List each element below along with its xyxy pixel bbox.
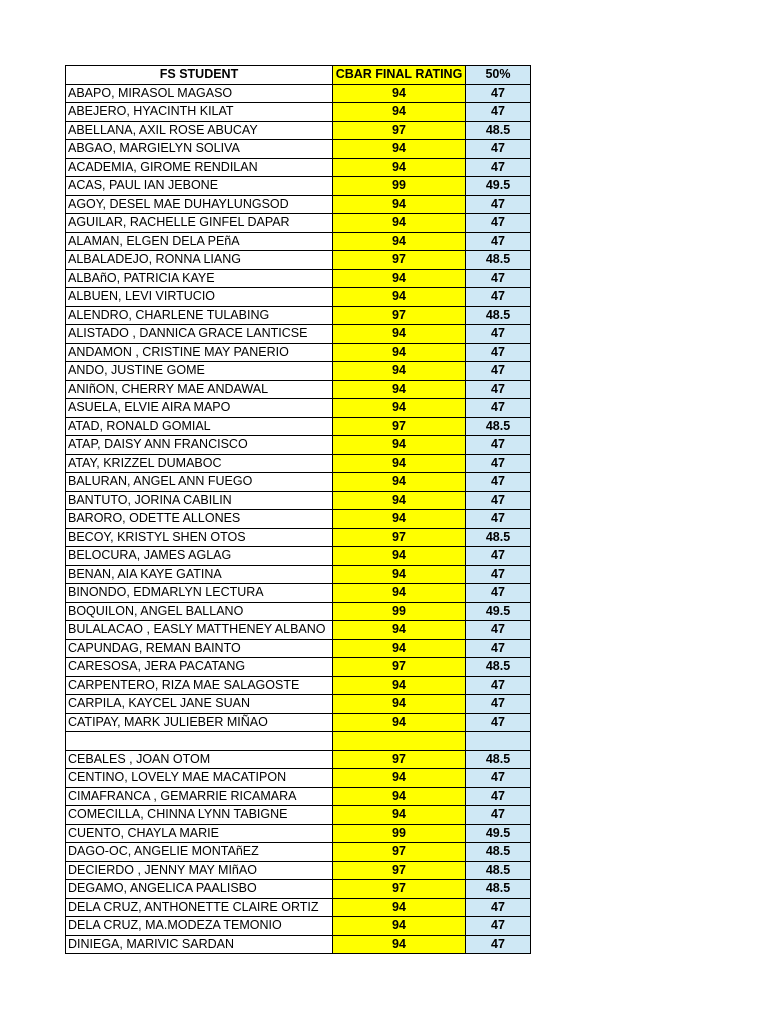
student-name-cell: ALAMAN, ELGEN DELA PEñA	[66, 232, 333, 251]
final-rating-cell: 97	[333, 306, 466, 325]
fifty-percent-cell: 47	[466, 621, 531, 640]
student-name-cell: CUENTO, CHAYLA MARIE	[66, 824, 333, 843]
student-name-cell: AGOY, DESEL MAE DUHAYLUNGSOD	[66, 195, 333, 214]
final-rating-cell: 94	[333, 491, 466, 510]
student-name-cell: CAPUNDAG, REMAN BAINTO	[66, 639, 333, 658]
fifty-percent-cell: 47	[466, 436, 531, 455]
table-row	[66, 140, 531, 159]
fifty-percent-cell: 47	[466, 140, 531, 159]
fifty-percent-cell: 47	[466, 713, 531, 732]
table-row	[66, 510, 531, 529]
student-name-cell: ABEJERO, HYACINTH KILAT	[66, 103, 333, 122]
final-rating-cell: 99	[333, 177, 466, 196]
fifty-percent-cell: 47	[466, 325, 531, 344]
student-name-cell: ALENDRO, CHARLENE TULABING	[66, 306, 333, 325]
student-name-cell: ABGAO, MARGIELYN SOLIVA	[66, 140, 333, 159]
fifty-percent-cell: 47	[466, 214, 531, 233]
table-row	[66, 584, 531, 603]
final-rating-cell: 94	[333, 547, 466, 566]
grades-table	[65, 65, 531, 954]
fifty-percent-cell: 48.5	[466, 528, 531, 547]
student-name-cell: ANDAMON , CRISTINE MAY PANERIO	[66, 343, 333, 362]
final-rating-cell: 94	[333, 454, 466, 473]
table-row	[66, 251, 531, 270]
final-rating-cell: 94	[333, 399, 466, 418]
final-rating-cell: 94	[333, 898, 466, 917]
fifty-percent-cell: 47	[466, 103, 531, 122]
final-rating-cell: 97	[333, 121, 466, 140]
fifty-percent-cell: 49.5	[466, 824, 531, 843]
student-name-cell: ASUELA, ELVIE AIRA MAPO	[66, 399, 333, 418]
student-name-cell: ANDO, JUSTINE GOME	[66, 362, 333, 381]
fifty-percent-cell: 47	[466, 676, 531, 695]
final-rating-cell: 97	[333, 843, 466, 862]
fifty-percent-cell: 47	[466, 473, 531, 492]
final-rating-cell: 94	[333, 269, 466, 288]
table-row	[66, 658, 531, 677]
table-row	[66, 528, 531, 547]
table-row	[66, 399, 531, 418]
fifty-percent-cell: 49.5	[466, 177, 531, 196]
table-row	[66, 639, 531, 658]
fifty-percent-cell: 47	[466, 806, 531, 825]
student-name-cell: ABELLANA, AXIL ROSE ABUCAY	[66, 121, 333, 140]
table-row	[66, 861, 531, 880]
final-rating-cell: 97	[333, 251, 466, 270]
fifty-percent-cell: 48.5	[466, 843, 531, 862]
fifty-percent-cell: 48.5	[466, 417, 531, 436]
header-fs-student: FS STUDENT	[66, 66, 333, 85]
table-row	[66, 621, 531, 640]
table-row	[66, 177, 531, 196]
table-row	[66, 306, 531, 325]
fifty-percent-cell: 48.5	[466, 306, 531, 325]
student-name-cell: CARPENTERO, RIZA MAE SALAGOSTE	[66, 676, 333, 695]
student-name-cell: DAGO-OC, ANGELIE MONTAñEZ	[66, 843, 333, 862]
student-name-cell: DECIERDO , JENNY MAY MIñAO	[66, 861, 333, 880]
student-name-cell: ACADEMIA, GIROME RENDILAN	[66, 158, 333, 177]
student-name-cell	[66, 732, 333, 751]
final-rating-cell: 94	[333, 713, 466, 732]
table-row	[66, 695, 531, 714]
fifty-percent-cell: 47	[466, 232, 531, 251]
final-rating-cell: 97	[333, 750, 466, 769]
table-row	[66, 473, 531, 492]
final-rating-cell: 97	[333, 528, 466, 547]
table-row	[66, 103, 531, 122]
fifty-percent-cell: 48.5	[466, 750, 531, 769]
final-rating-cell: 94	[333, 84, 466, 103]
student-name-cell: ATAY, KRIZZEL DUMABOC	[66, 454, 333, 473]
table-row	[66, 325, 531, 344]
table-row	[66, 121, 531, 140]
final-rating-cell: 94	[333, 806, 466, 825]
student-name-cell: DELA CRUZ, MA.MODEZA TEMONIO	[66, 917, 333, 936]
table-row	[66, 935, 531, 954]
student-name-cell: CARESOSA, JERA PACATANG	[66, 658, 333, 677]
final-rating-cell: 99	[333, 824, 466, 843]
table-body	[66, 84, 531, 954]
student-name-cell: BARORO, ODETTE ALLONES	[66, 510, 333, 529]
final-rating-cell: 94	[333, 232, 466, 251]
table-row	[66, 787, 531, 806]
fifty-percent-cell: 47	[466, 269, 531, 288]
student-name-cell: ACAS, PAUL IAN JEBONE	[66, 177, 333, 196]
table-row	[66, 380, 531, 399]
fifty-percent-cell: 47	[466, 343, 531, 362]
final-rating-cell: 97	[333, 658, 466, 677]
student-name-cell: CATIPAY, MARK JULIEBER MIÑAO	[66, 713, 333, 732]
final-rating-cell: 94	[333, 380, 466, 399]
table-row	[66, 676, 531, 695]
final-rating-cell: 94	[333, 510, 466, 529]
header-row	[66, 66, 531, 85]
table-row	[66, 806, 531, 825]
fifty-percent-cell: 47	[466, 454, 531, 473]
fifty-percent-cell: 47	[466, 158, 531, 177]
header-fifty-percent: 50%	[466, 66, 531, 85]
header-cbar-final-rating: CBAR FINAL RATING	[333, 66, 466, 85]
student-name-cell: ABAPO, MIRASOL MAGASO	[66, 84, 333, 103]
table-row	[66, 454, 531, 473]
table-row	[66, 713, 531, 732]
student-name-cell: CEBALES , JOAN OTOM	[66, 750, 333, 769]
final-rating-cell: 94	[333, 436, 466, 455]
student-name-cell: ALISTADO , DANNICA GRACE LANTICSE	[66, 325, 333, 344]
fifty-percent-cell: 47	[466, 362, 531, 381]
fifty-percent-cell: 48.5	[466, 861, 531, 880]
student-name-cell: BALURAN, ANGEL ANN FUEGO	[66, 473, 333, 492]
table-row	[66, 917, 531, 936]
final-rating-cell: 94	[333, 584, 466, 603]
fifty-percent-cell: 47	[466, 565, 531, 584]
table-row	[66, 769, 531, 788]
fifty-percent-cell: 47	[466, 639, 531, 658]
student-name-cell: DEGAMO, ANGELICA PAALISBO	[66, 880, 333, 899]
table-row	[66, 750, 531, 769]
student-name-cell: BECOY, KRISTYL SHEN OTOS	[66, 528, 333, 547]
student-name-cell: CARPILA, KAYCEL JANE SUAN	[66, 695, 333, 714]
table-row	[66, 84, 531, 103]
final-rating-cell: 97	[333, 880, 466, 899]
final-rating-cell: 94	[333, 695, 466, 714]
student-name-cell: ATAD, RONALD GOMIAL	[66, 417, 333, 436]
fifty-percent-cell: 48.5	[466, 880, 531, 899]
final-rating-cell: 97	[333, 417, 466, 436]
final-rating-cell: 94	[333, 288, 466, 307]
final-rating-cell: 94	[333, 195, 466, 214]
student-name-cell: CIMAFRANCA , GEMARRIE RICAMARA	[66, 787, 333, 806]
student-name-cell: AGUILAR, RACHELLE GINFEL DAPAR	[66, 214, 333, 233]
final-rating-cell: 94	[333, 769, 466, 788]
fifty-percent-cell: 47	[466, 399, 531, 418]
fifty-percent-cell: 48.5	[466, 658, 531, 677]
final-rating-cell: 94	[333, 676, 466, 695]
student-name-cell: ALBALADEJO, RONNA LIANG	[66, 251, 333, 270]
table-row	[66, 343, 531, 362]
final-rating-cell: 94	[333, 917, 466, 936]
fifty-percent-cell: 47	[466, 898, 531, 917]
final-rating-cell: 94	[333, 621, 466, 640]
table-row	[66, 362, 531, 381]
student-name-cell: BENAN, AIA KAYE GATINA	[66, 565, 333, 584]
table-row	[66, 417, 531, 436]
final-rating-cell: 94	[333, 325, 466, 344]
student-name-cell: COMECILLA, CHINNA LYNN TABIGNE	[66, 806, 333, 825]
student-name-cell: ALBAñO, PATRICIA KAYE	[66, 269, 333, 288]
student-name-cell: ATAP, DAISY ANN FRANCISCO	[66, 436, 333, 455]
final-rating-cell: 94	[333, 362, 466, 381]
table-row	[66, 436, 531, 455]
table-row	[66, 158, 531, 177]
fifty-percent-cell: 47	[466, 769, 531, 788]
table-row	[66, 214, 531, 233]
table-row	[66, 898, 531, 917]
fifty-percent-cell: 47	[466, 288, 531, 307]
fifty-percent-cell: 47	[466, 510, 531, 529]
student-name-cell: ANIñON, CHERRY MAE ANDAWAL	[66, 380, 333, 399]
student-name-cell: DELA CRUZ, ANTHONETTE CLAIRE ORTIZ	[66, 898, 333, 917]
table-row	[66, 602, 531, 621]
student-name-cell: BANTUTO, JORINA CABILIN	[66, 491, 333, 510]
fifty-percent-cell: 48.5	[466, 121, 531, 140]
table-row	[66, 288, 531, 307]
student-name-cell: ALBUEN, LEVI VIRTUCIO	[66, 288, 333, 307]
student-name-cell: CENTINO, LOVELY MAE MACATIPON	[66, 769, 333, 788]
table-row	[66, 491, 531, 510]
fifty-percent-cell: 47	[466, 787, 531, 806]
student-name-cell: BULALACAO , EASLY MATTHENEY ALBANO	[66, 621, 333, 640]
final-rating-cell: 94	[333, 140, 466, 159]
table-row	[66, 880, 531, 899]
final-rating-cell: 99	[333, 602, 466, 621]
fifty-percent-cell: 48.5	[466, 251, 531, 270]
final-rating-cell	[333, 732, 466, 751]
student-name-cell: BINONDO, EDMARLYN LECTURA	[66, 584, 333, 603]
final-rating-cell: 94	[333, 158, 466, 177]
fifty-percent-cell: 47	[466, 84, 531, 103]
table-row	[66, 843, 531, 862]
final-rating-cell: 94	[333, 343, 466, 362]
student-name-cell: DINIEGA, MARIVIC SARDAN	[66, 935, 333, 954]
fifty-percent-cell: 47	[466, 380, 531, 399]
fifty-percent-cell	[466, 732, 531, 751]
final-rating-cell: 94	[333, 214, 466, 233]
final-rating-cell: 94	[333, 103, 466, 122]
table-row	[66, 732, 531, 751]
fifty-percent-cell: 47	[466, 195, 531, 214]
fifty-percent-cell: 47	[466, 491, 531, 510]
student-name-cell: BOQUILON, ANGEL BALLANO	[66, 602, 333, 621]
final-rating-cell: 94	[333, 787, 466, 806]
final-rating-cell: 97	[333, 861, 466, 880]
fifty-percent-cell: 47	[466, 547, 531, 566]
table-row	[66, 565, 531, 584]
final-rating-cell: 94	[333, 473, 466, 492]
fifty-percent-cell: 47	[466, 935, 531, 954]
fifty-percent-cell: 47	[466, 917, 531, 936]
table-row	[66, 195, 531, 214]
fifty-percent-cell: 47	[466, 584, 531, 603]
fifty-percent-cell: 47	[466, 695, 531, 714]
final-rating-cell: 94	[333, 639, 466, 658]
final-rating-cell: 94	[333, 935, 466, 954]
table-row	[66, 269, 531, 288]
student-name-cell: BELOCURA, JAMES AGLAG	[66, 547, 333, 566]
final-rating-cell: 94	[333, 565, 466, 584]
table-row	[66, 232, 531, 251]
table-row	[66, 547, 531, 566]
table-row	[66, 824, 531, 843]
fifty-percent-cell: 49.5	[466, 602, 531, 621]
